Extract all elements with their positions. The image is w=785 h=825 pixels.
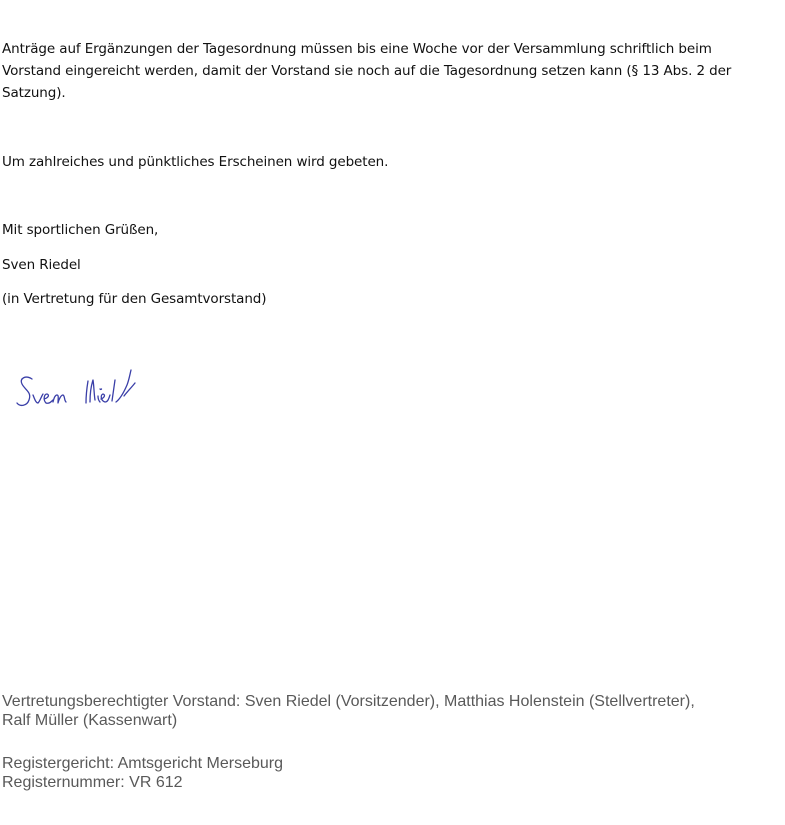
footer-register-info [2,754,283,792]
signer-role: (in Vertretung für den Gesamtvorstand) [2,291,267,307]
footer-register-number: Registernummer: VR 612 [2,774,183,791]
footer-register-court: Registergericht: Amtsgericht Merseburg [2,755,283,772]
handwritten-signature [12,362,152,422]
footer-board-line-1: Vertretungsberechtigter Vorstand: Sven Riedel (Vorsitzender), Matthias Holenstein (Stellvertreter), [2,693,695,710]
closing-greeting: Mit sportlichen Grüßen, [2,222,159,238]
agenda-amendment-paragraph: Anträge auf Ergänzungen der Tagesordnung müssen bis eine Woche vor der Versammlung schriftlich beim Vorstand eingereicht werden, damit der Vorstand sie noch auf die Tagesordnung setzen kann (§ 13 Abs. 2 der Satzung). [2,41,732,101]
attendance-request-paragraph: Um zahlreiches und pünktliches Erscheinen wird gebeten. [2,154,389,170]
signer-name: Sven Riedel [2,257,81,273]
footer-board-info [2,692,782,730]
footer-board-line-2: Ralf Müller (Kassenwart) [2,712,178,729]
